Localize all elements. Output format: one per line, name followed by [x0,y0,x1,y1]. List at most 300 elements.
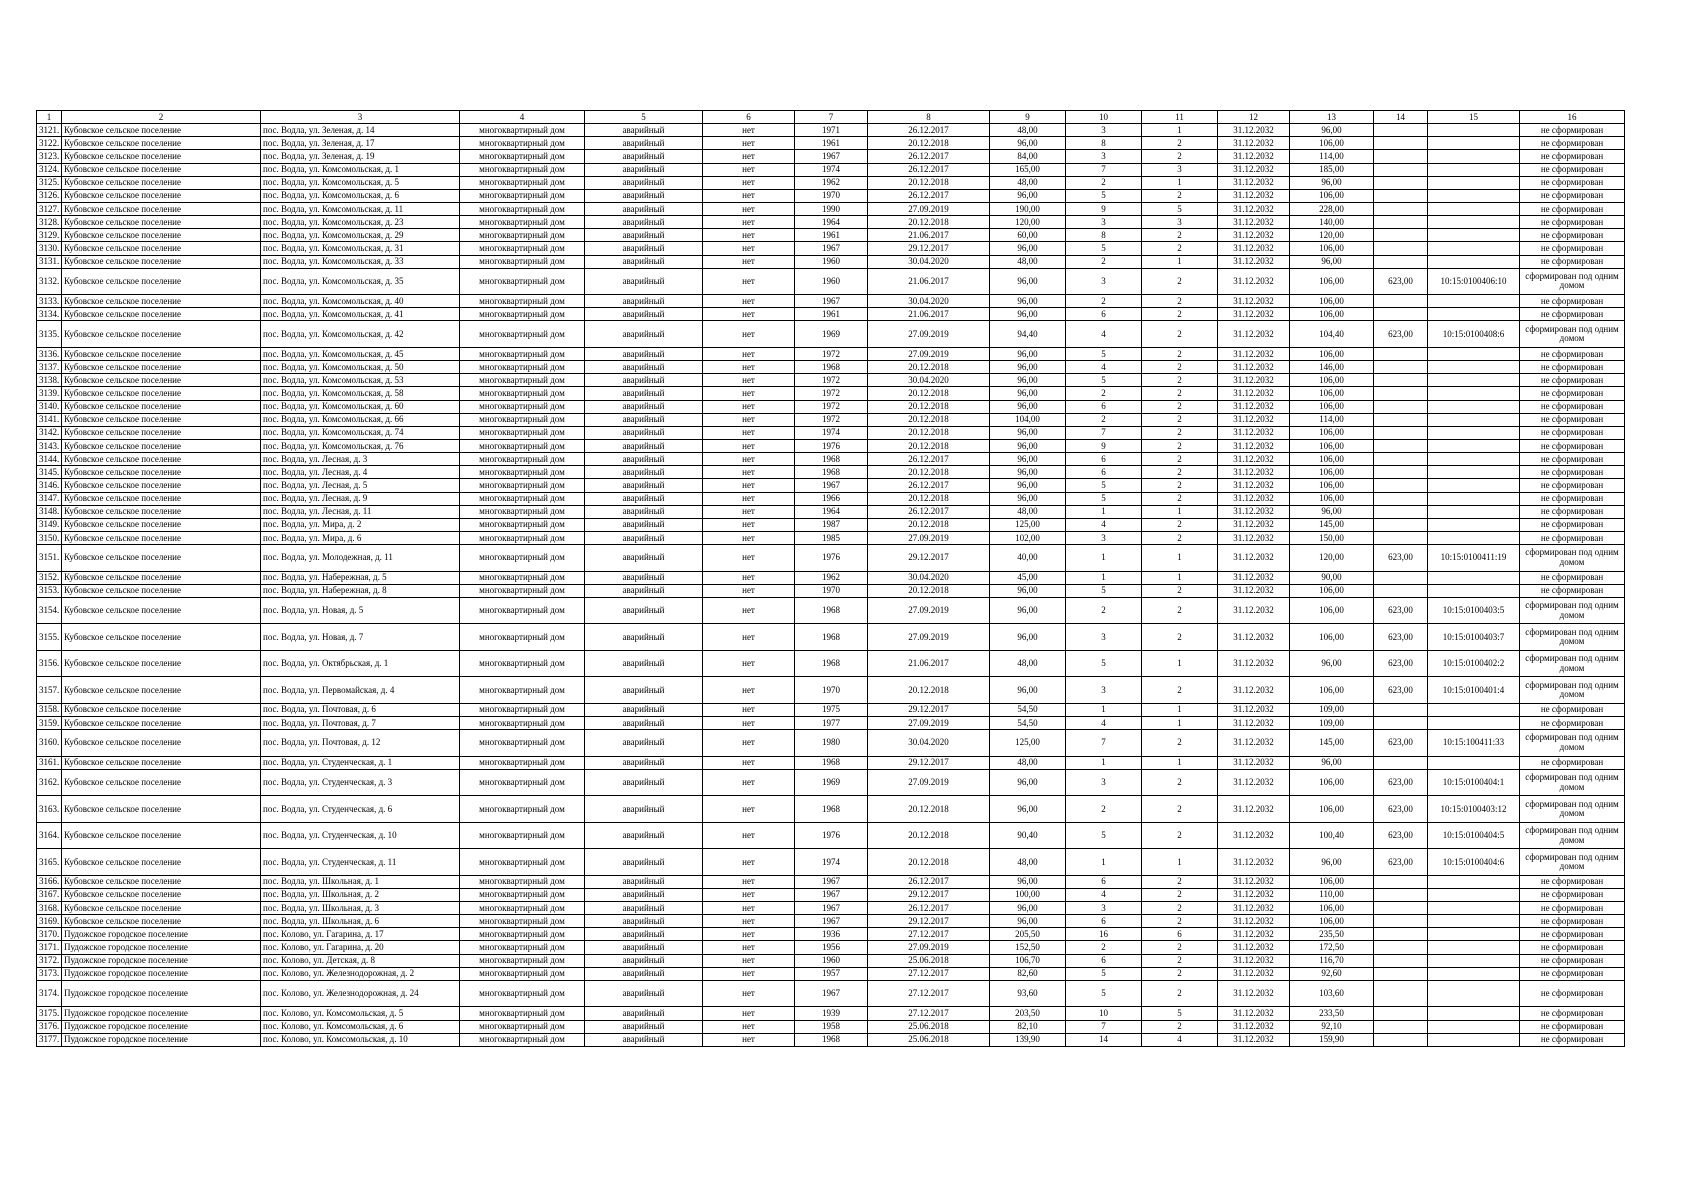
cell-settlement: Кубовское сельское поселение [62,849,261,876]
cell-address: пос. Водла, ул. Лесная, д. 3 [261,453,460,466]
cell-relocation-deadline: 31.12.2032 [1218,624,1290,651]
cell-date-recognized: 26.12.2017 [868,505,990,518]
cell-land-area: 623,00 [1374,769,1428,796]
cell-area-total: 190,00 [990,202,1066,215]
cell-undefined-flag: нет [703,400,795,413]
cell-condition: аварийный [585,374,703,387]
cell-apartments: 2 [1142,888,1218,901]
cell-date-recognized: 20.12.2018 [868,413,990,426]
cell-land-area [1374,928,1428,941]
cell-row-number: 3131. [37,255,62,268]
cell-address: пос. Водла, ул. Студенческая, д. 10 [261,822,460,849]
cell-area-planned: 120,00 [1290,229,1374,242]
cell-address: пос. Водла, ул. Студенческая, д. 1 [261,756,460,769]
cell-settlement: Кубовское сельское поселение [62,756,261,769]
cell-row-number: 3175. [37,1007,62,1020]
cell-apartments: 4 [1142,1033,1218,1046]
cell-condition: аварийный [585,347,703,360]
cell-settlement: Кубовское сельское поселение [62,150,261,163]
cell-row-number: 3123. [37,150,62,163]
cell-row-number: 3160. [37,730,62,757]
cell-area-planned: 103,60 [1290,980,1374,1007]
cell-relocation-deadline: 31.12.2032 [1218,822,1290,849]
cell-apartments: 2 [1142,769,1218,796]
cell-settlement: Кубовское сельское поселение [62,769,261,796]
cell-cadastral-number: 10:15:0100403:5 [1428,597,1520,624]
cell-address: пос. Колово, ул. Гагарина, д. 20 [261,941,460,954]
cell-land-status: не сформирован [1520,229,1625,242]
cell-undefined-flag: нет [703,518,795,531]
cell-area-total: 152,50 [990,941,1066,954]
cell-settlement: Кубовское сельское поселение [62,163,261,176]
cell-settlement: Кубовское сельское поселение [62,189,261,202]
cell-residents: 5 [1066,242,1142,255]
cell-date-recognized: 26.12.2017 [868,124,990,137]
cell-land-status: не сформирован [1520,492,1625,505]
cell-area-planned: 145,00 [1290,518,1374,531]
cell-land-area [1374,387,1428,400]
cell-condition: аварийный [585,796,703,823]
cell-cadastral-number [1428,189,1520,202]
cell-row-number: 3150. [37,531,62,544]
cell-cadastral-number [1428,875,1520,888]
cell-date-recognized: 27.09.2019 [868,531,990,544]
cell-building-type: многоквартирный дом [460,466,585,479]
cell-row-number: 3170. [37,928,62,941]
cell-apartments: 2 [1142,875,1218,888]
cell-land-status: не сформирован [1520,387,1625,400]
cell-settlement: Пудожское городское поселение [62,967,261,980]
cell-undefined-flag: нет [703,124,795,137]
table-row [37,295,1625,308]
cell-cadastral-number [1428,1007,1520,1020]
cell-year-built: 1968 [795,453,868,466]
cell-cadastral-number [1428,756,1520,769]
cell-cadastral-number [1428,717,1520,730]
cell-cadastral-number [1428,374,1520,387]
cell-apartments: 2 [1142,189,1218,202]
cell-area-total: 102,00 [990,531,1066,544]
cell-year-built: 1968 [795,756,868,769]
cell-relocation-deadline: 31.12.2032 [1218,505,1290,518]
cell-area-total: 96,00 [990,453,1066,466]
cell-condition: аварийный [585,426,703,439]
cell-year-built: 1974 [795,426,868,439]
cell-settlement: Кубовское сельское поселение [62,216,261,229]
cell-area-total: 96,00 [990,915,1066,928]
cell-area-planned: 172,50 [1290,941,1374,954]
cell-cadastral-number [1428,941,1520,954]
column-header-7: 7 [795,111,868,124]
cell-condition: аварийный [585,902,703,915]
cell-building-type: многоквартирный дом [460,413,585,426]
cell-address: пос. Водла, ул. Почтовая, д. 7 [261,717,460,730]
cell-year-built: 1972 [795,374,868,387]
cell-area-planned: 106,00 [1290,295,1374,308]
cell-area-planned: 96,00 [1290,255,1374,268]
cell-land-status: не сформирован [1520,1020,1625,1033]
cell-building-type: многоквартирный дом [460,505,585,518]
cell-relocation-deadline: 31.12.2032 [1218,518,1290,531]
cell-undefined-flag: нет [703,677,795,704]
cell-cadastral-number [1428,242,1520,255]
cell-land-status: сформирован под одним домом [1520,796,1625,823]
cell-year-built: 1972 [795,387,868,400]
cell-building-type: многоквартирный дом [460,597,585,624]
cell-land-status: не сформирован [1520,137,1625,150]
cell-apartments: 1 [1142,849,1218,876]
cell-area-planned: 159,90 [1290,1033,1374,1046]
cell-year-built: 1968 [795,361,868,374]
cell-cadastral-number [1428,439,1520,452]
cell-apartments: 2 [1142,374,1218,387]
cell-relocation-deadline: 31.12.2032 [1218,730,1290,757]
cell-building-type: многоквартирный дом [460,1007,585,1020]
cell-settlement: Кубовское сельское поселение [62,677,261,704]
cell-condition: аварийный [585,888,703,901]
table-row [37,426,1625,439]
cell-area-total: 48,00 [990,756,1066,769]
cell-area-total: 96,00 [990,400,1066,413]
cell-year-built: 1970 [795,584,868,597]
cell-date-recognized: 27.12.2017 [868,967,990,980]
cell-undefined-flag: нет [703,505,795,518]
table-row [37,703,1625,716]
cell-row-number: 3141. [37,413,62,426]
cell-land-status: не сформирован [1520,928,1625,941]
cell-cadastral-number [1428,505,1520,518]
cell-relocation-deadline: 31.12.2032 [1218,479,1290,492]
cell-apartments: 2 [1142,915,1218,928]
cell-apartments: 2 [1142,321,1218,348]
cell-land-area: 623,00 [1374,822,1428,849]
cell-land-area [1374,915,1428,928]
cell-cadastral-number: 10:15:0100406:10 [1428,268,1520,295]
cell-relocation-deadline: 31.12.2032 [1218,1020,1290,1033]
cell-relocation-deadline: 31.12.2032 [1218,202,1290,215]
cell-residents: 3 [1066,677,1142,704]
cell-apartments: 3 [1142,216,1218,229]
cell-date-recognized: 21.06.2017 [868,650,990,677]
cell-undefined-flag: нет [703,796,795,823]
cell-date-recognized: 27.12.2017 [868,1007,990,1020]
cell-relocation-deadline: 31.12.2032 [1218,163,1290,176]
cell-condition: аварийный [585,466,703,479]
cell-land-area [1374,229,1428,242]
cell-cadastral-number [1428,124,1520,137]
cell-area-planned: 109,00 [1290,717,1374,730]
cell-area-total: 96,00 [990,492,1066,505]
cell-date-recognized: 27.09.2019 [868,347,990,360]
cell-land-area [1374,163,1428,176]
cell-cadastral-number [1428,967,1520,980]
cell-settlement: Кубовское сельское поселение [62,176,261,189]
cell-land-area [1374,492,1428,505]
cell-area-planned: 106,00 [1290,308,1374,321]
cell-row-number: 3155. [37,624,62,651]
cell-area-total: 45,00 [990,571,1066,584]
cell-building-type: многоквартирный дом [460,347,585,360]
cell-cadastral-number: 10:15:0100404:1 [1428,769,1520,796]
cell-condition: аварийный [585,1033,703,1046]
cell-settlement: Кубовское сельское поселение [62,387,261,400]
cell-residents: 2 [1066,941,1142,954]
cell-residents: 4 [1066,717,1142,730]
cell-relocation-deadline: 31.12.2032 [1218,703,1290,716]
cell-land-area [1374,954,1428,967]
cell-land-area [1374,1033,1428,1046]
cell-apartments: 2 [1142,479,1218,492]
cell-relocation-deadline: 31.12.2032 [1218,439,1290,452]
cell-apartments: 1 [1142,703,1218,716]
cell-residents: 9 [1066,202,1142,215]
cell-settlement: Кубовское сельское поселение [62,902,261,915]
cell-area-planned: 106,00 [1290,137,1374,150]
column-header-2: 2 [62,111,261,124]
cell-building-type: многоквартирный дом [460,439,585,452]
cell-year-built: 1974 [795,849,868,876]
cell-condition: аварийный [585,295,703,308]
cell-address: пос. Колово, ул. Комсомольская, д. 6 [261,1020,460,1033]
cell-area-planned: 106,00 [1290,453,1374,466]
cell-land-area [1374,189,1428,202]
cell-residents: 1 [1066,849,1142,876]
cell-date-recognized: 27.09.2019 [868,202,990,215]
table-row [37,150,1625,163]
cell-area-total: 40,00 [990,545,1066,572]
cell-relocation-deadline: 31.12.2032 [1218,137,1290,150]
cell-land-status: не сформирован [1520,703,1625,716]
cell-settlement: Кубовское сельское поселение [62,875,261,888]
cell-area-total: 48,00 [990,124,1066,137]
cell-undefined-flag: нет [703,308,795,321]
cell-residents: 5 [1066,479,1142,492]
cell-area-total: 96,00 [990,796,1066,823]
cell-row-number: 3177. [37,1033,62,1046]
cell-apartments: 2 [1142,624,1218,651]
cell-land-status: не сформирован [1520,967,1625,980]
cell-apartments: 2 [1142,902,1218,915]
cell-address: пос. Водла, ул. Молодежная, д. 11 [261,545,460,572]
cell-relocation-deadline: 31.12.2032 [1218,295,1290,308]
cell-row-number: 3152. [37,571,62,584]
cell-residents: 14 [1066,1033,1142,1046]
cell-date-recognized: 26.12.2017 [868,150,990,163]
cell-address: пос. Водла, ул. Почтовая, д. 6 [261,703,460,716]
cell-building-type: многоквартирный дом [460,849,585,876]
cell-relocation-deadline: 31.12.2032 [1218,361,1290,374]
cell-area-planned: 90,00 [1290,571,1374,584]
cell-apartments: 2 [1142,347,1218,360]
cell-year-built: 1987 [795,518,868,531]
cell-area-planned: 114,00 [1290,150,1374,163]
table-row [37,531,1625,544]
cell-year-built: 1968 [795,650,868,677]
cell-date-recognized: 20.12.2018 [868,492,990,505]
cell-area-planned: 106,00 [1290,902,1374,915]
cell-land-area [1374,479,1428,492]
cell-condition: аварийный [585,163,703,176]
cell-residents: 4 [1066,518,1142,531]
cell-address: пос. Водла, ул. Комсомольская, д. 23 [261,216,460,229]
cell-residents: 3 [1066,216,1142,229]
cell-cadastral-number [1428,255,1520,268]
cell-apartments: 2 [1142,242,1218,255]
cell-land-area: 623,00 [1374,796,1428,823]
cell-address: пос. Водла, ул. Лесная, д. 9 [261,492,460,505]
cell-land-area [1374,439,1428,452]
cell-land-status: не сформирован [1520,941,1625,954]
table-row [37,255,1625,268]
column-header-8: 8 [868,111,990,124]
cell-land-area [1374,242,1428,255]
cell-building-type: многоквартирный дом [460,124,585,137]
cell-date-recognized: 30.04.2020 [868,255,990,268]
cell-date-recognized: 29.12.2017 [868,242,990,255]
cell-date-recognized: 26.12.2017 [868,902,990,915]
cell-address: пос. Водла, ул. Мира, д. 2 [261,518,460,531]
cell-address: пос. Водла, ул. Студенческая, д. 11 [261,849,460,876]
cell-building-type: многоквартирный дом [460,584,585,597]
cell-address: пос. Водла, ул. Студенческая, д. 6 [261,796,460,823]
cell-cadastral-number [1428,888,1520,901]
cell-building-type: многоквартирный дом [460,531,585,544]
cell-cadastral-number [1428,531,1520,544]
cell-address: пос. Водла, ул. Комсомольская, д. 50 [261,361,460,374]
table-row [37,176,1625,189]
cell-residents: 5 [1066,492,1142,505]
cell-condition: аварийный [585,202,703,215]
cell-cadastral-number: 10:15:0100404:5 [1428,822,1520,849]
cell-address: пос. Водла, ул. Первомайская, д. 4 [261,677,460,704]
cell-area-planned: 96,00 [1290,849,1374,876]
cell-row-number: 3134. [37,308,62,321]
cell-undefined-flag: нет [703,163,795,176]
cell-land-area [1374,518,1428,531]
cell-condition: аварийный [585,730,703,757]
cell-residents: 2 [1066,597,1142,624]
cell-area-total: 48,00 [990,505,1066,518]
cell-area-planned: 92,10 [1290,1020,1374,1033]
cell-relocation-deadline: 31.12.2032 [1218,980,1290,1007]
cell-residents: 3 [1066,150,1142,163]
cell-date-recognized: 20.12.2018 [868,796,990,823]
cell-building-type: многоквартирный дом [460,308,585,321]
cell-area-total: 96,00 [990,466,1066,479]
cell-settlement: Кубовское сельское поселение [62,479,261,492]
cell-address: пос. Водла, ул. Лесная, д. 4 [261,466,460,479]
cell-area-planned: 106,00 [1290,400,1374,413]
cell-undefined-flag: нет [703,466,795,479]
cell-land-status: не сформирован [1520,163,1625,176]
cell-land-area [1374,374,1428,387]
cell-land-status: не сформирован [1520,584,1625,597]
cell-land-area [1374,571,1428,584]
cell-year-built: 1990 [795,202,868,215]
cell-area-planned: 106,00 [1290,439,1374,452]
cell-land-area [1374,703,1428,716]
cell-residents: 6 [1066,915,1142,928]
cell-address: пос. Водла, ул. Комсомольская, д. 41 [261,308,460,321]
cell-building-type: многоквартирный дом [460,624,585,651]
cell-condition: аварийный [585,268,703,295]
cell-date-recognized: 29.12.2017 [868,756,990,769]
cell-relocation-deadline: 31.12.2032 [1218,545,1290,572]
cell-undefined-flag: нет [703,902,795,915]
cell-building-type: многоквартирный дом [460,426,585,439]
cell-relocation-deadline: 31.12.2032 [1218,268,1290,295]
cell-address: пос. Водла, ул. Комсомольская, д. 29 [261,229,460,242]
cell-condition: аварийный [585,545,703,572]
cell-cadastral-number [1428,954,1520,967]
column-header-9: 9 [990,111,1066,124]
cell-relocation-deadline: 31.12.2032 [1218,492,1290,505]
cell-area-planned: 110,00 [1290,888,1374,901]
cell-cadastral-number: 10:15:0100411:19 [1428,545,1520,572]
cell-apartments: 1 [1142,571,1218,584]
cell-condition: аварийный [585,571,703,584]
cell-year-built: 1967 [795,479,868,492]
cell-cadastral-number [1428,518,1520,531]
cell-residents: 2 [1066,796,1142,823]
cell-land-area: 623,00 [1374,849,1428,876]
cell-condition: аварийный [585,769,703,796]
cell-address: пос. Водла, ул. Комсомольская, д. 11 [261,202,460,215]
cell-undefined-flag: нет [703,255,795,268]
cell-row-number: 3157. [37,677,62,704]
cell-date-recognized: 25.06.2018 [868,954,990,967]
cell-land-status: не сформирован [1520,717,1625,730]
cell-land-status: не сформирован [1520,453,1625,466]
cell-undefined-flag: нет [703,321,795,348]
cell-land-status: не сформирован [1520,400,1625,413]
cell-cadastral-number [1428,216,1520,229]
cell-residents: 8 [1066,137,1142,150]
cell-land-status: не сформирован [1520,255,1625,268]
cell-settlement: Кубовское сельское поселение [62,822,261,849]
table-row [37,518,1625,531]
cell-address: пос. Водла, ул. Зеленая, д. 17 [261,137,460,150]
cell-relocation-deadline: 31.12.2032 [1218,1033,1290,1046]
cell-year-built: 1960 [795,954,868,967]
cell-land-area [1374,150,1428,163]
cell-land-area [1374,295,1428,308]
cell-row-number: 3151. [37,545,62,572]
cell-year-built: 1961 [795,308,868,321]
cell-relocation-deadline: 31.12.2032 [1218,308,1290,321]
cell-area-planned: 96,00 [1290,505,1374,518]
cell-date-recognized: 29.12.2017 [868,703,990,716]
cell-undefined-flag: нет [703,941,795,954]
cell-land-area [1374,347,1428,360]
cell-year-built: 1967 [795,980,868,1007]
cell-building-type: многоквартирный дом [460,518,585,531]
cell-row-number: 3124. [37,163,62,176]
cell-row-number: 3159. [37,717,62,730]
cell-residents: 7 [1066,426,1142,439]
cell-settlement: Кубовское сельское поселение [62,295,261,308]
cell-date-recognized: 20.12.2018 [868,822,990,849]
cell-residents: 6 [1066,466,1142,479]
cell-cadastral-number [1428,347,1520,360]
cell-area-total: 96,00 [990,677,1066,704]
cell-settlement: Кубовское сельское поселение [62,361,261,374]
cell-residents: 7 [1066,1020,1142,1033]
cell-apartments: 1 [1142,505,1218,518]
cell-address: пос. Водла, ул. Лесная, д. 11 [261,505,460,518]
cell-undefined-flag: нет [703,756,795,769]
cell-row-number: 3148. [37,505,62,518]
